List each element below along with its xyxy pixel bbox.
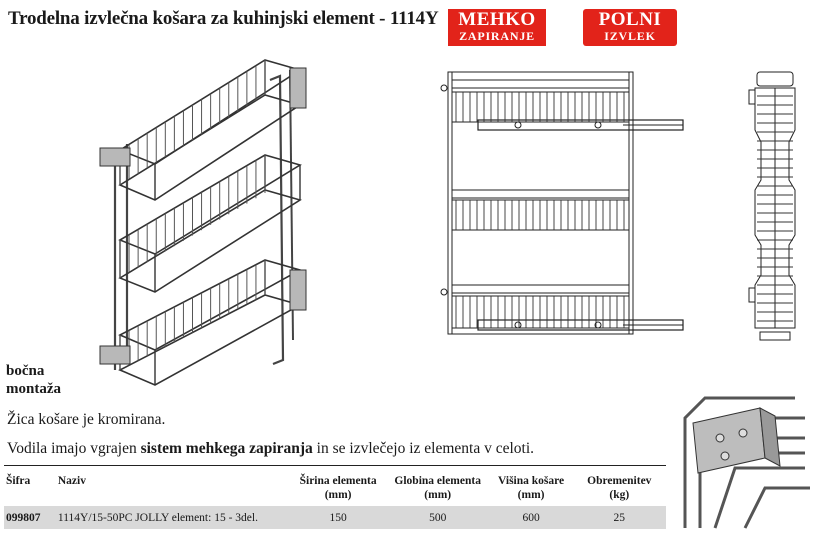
mount-type-label	[6, 362, 61, 398]
rails-description-highlight: sistem mehkega zapiranja	[140, 440, 313, 457]
col-code: Šifra	[6, 475, 31, 487]
mount-type-line1: bočna	[6, 363, 45, 379]
cell-name: 1114Y/15-50PC JOLLY element: 15 - 3del.	[57, 511, 258, 524]
cell-load: 25	[613, 511, 626, 524]
cell-depth: 500	[429, 511, 447, 524]
rails-description	[7, 440, 534, 458]
cell-code: 099807	[6, 511, 41, 524]
soft-close-badge-line1: MEHKO	[458, 9, 536, 30]
cell-height: 600	[522, 511, 540, 524]
side-technical-drawing	[745, 70, 805, 345]
mount-type-line2: montaža	[6, 381, 61, 397]
full-extension-badge-line2: IZVLEK	[604, 29, 656, 43]
full-extension-badge	[583, 9, 677, 46]
col-load: Obremenitev (kg)	[587, 475, 652, 501]
col-height: Višina košare (mm)	[498, 475, 565, 501]
chrome-description: Žica košare je kromirana.	[7, 411, 166, 428]
front-technical-drawing	[438, 70, 688, 342]
bracket-detail-image	[665, 378, 817, 538]
soft-close-badge	[448, 9, 546, 46]
basket-product-image	[95, 40, 335, 400]
table-row	[4, 506, 666, 529]
page-title: Trodelna izvlečna košara za kuhinjski element - 1114Y	[8, 8, 439, 29]
soft-close-badge-line2: ZAPIRANJE	[459, 29, 535, 43]
col-name: Naziv	[57, 475, 86, 487]
cell-width: 150	[329, 511, 347, 524]
rails-description-prefix: Vodila imajo vgrajen	[7, 440, 141, 457]
table-header-row	[4, 466, 666, 507]
full-extension-badge-line1: POLNI	[598, 9, 662, 30]
product-table	[4, 465, 666, 529]
col-depth: Globina elementa (mm)	[394, 475, 481, 501]
rails-description-suffix: in se izvlečejo iz elementa v celoti.	[312, 440, 535, 457]
col-width: Širina elementa (mm)	[299, 475, 377, 501]
